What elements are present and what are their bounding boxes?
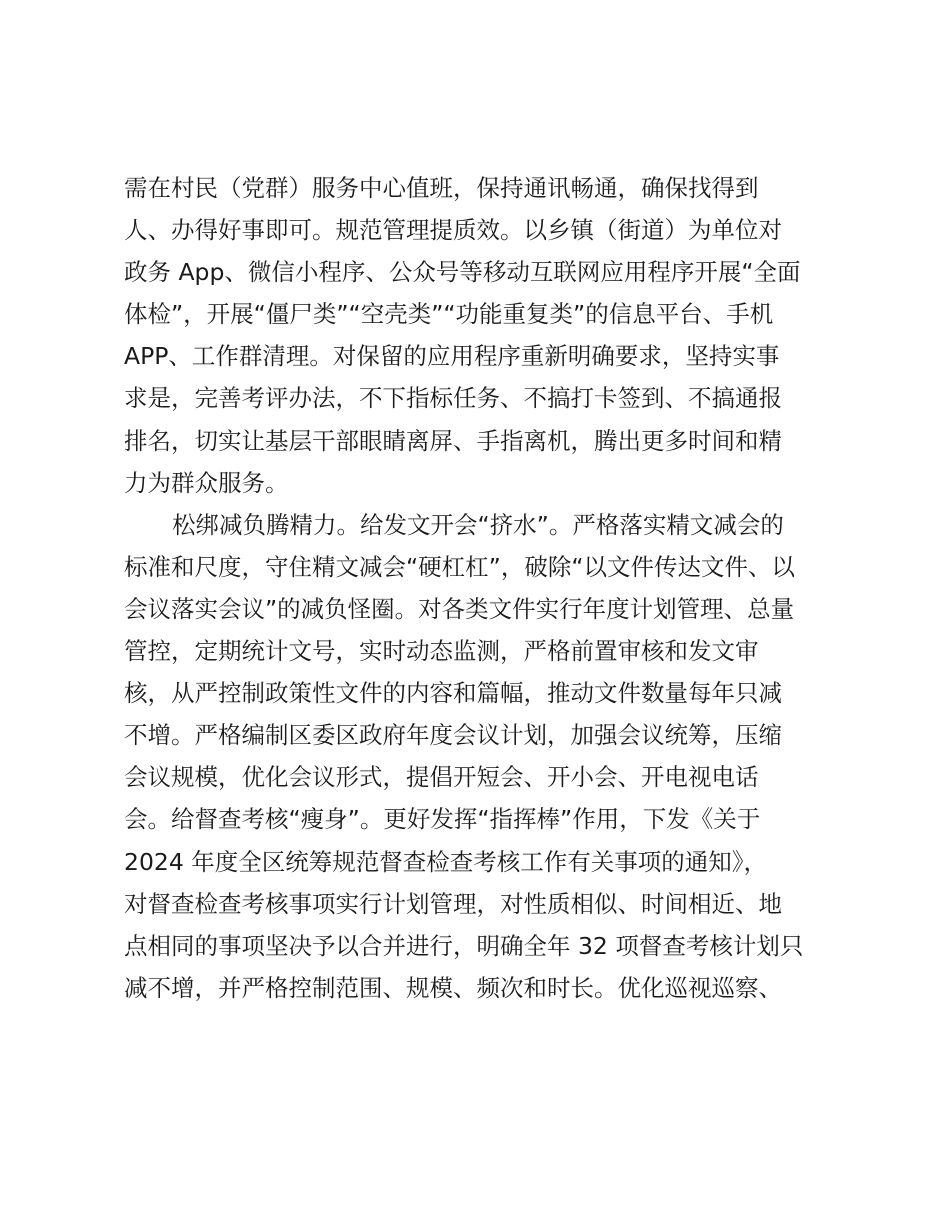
text-line: 政务 App、微信小程序、公众号等移动互联网应用程序开展“全面: [124, 258, 801, 287]
text-line: 求是，完善考评办法，不下指标任务、不搞打卡签到、不搞通报: [124, 384, 782, 413]
text-line: 体检”，开展“僵尸类”“空壳类”“功能重复类”的信息平台、手机: [124, 300, 774, 329]
text-line: 排名，切实让基层干部眼睛离屏、手指离机，腾出更多时间和精: [124, 426, 782, 455]
text-line: 对督查检查考核事项实行计划管理，对性质相似、时间相近、地: [124, 889, 782, 918]
text-line: 不增。严格编制区委区政府年度会议计划，加强会议统筹，压缩: [124, 721, 782, 750]
text-line: 会。给督查考核“瘦身”。更好发挥“指挥棒”作用，下发《关于: [124, 805, 761, 834]
text-line: 核，从严控制政策性文件的内容和篇幅，推动文件数量每年只减: [124, 679, 782, 708]
text-line: 力为群众服务。: [124, 468, 289, 497]
text-line: 需在村民（党群）服务中心值班，保持通讯畅通，确保找得到: [124, 174, 759, 202]
text-line: 2024 年度全区统筹规范督查检查考核工作有关事项的通知》，: [124, 847, 768, 876]
text-line: 人、办得好事即可。规范管理提质效。以乡镇（街道）为单位对: [124, 216, 782, 245]
text-line: 会议规模，优化会议形式，提倡开短会、开小会、开电视电话: [124, 763, 759, 792]
text-line: APP、工作群清理。对保留的应用程序重新明确要求，坚持实事: [124, 342, 780, 371]
body-text: [124, 167, 844, 1009]
paragraph-start-line: 松绑减负腾精力。给发文开会“挤水”。严格落实精文减会的: [172, 510, 784, 539]
text-line: 会议落实会议”的减负怪圈。对各类文件实行年度计划管理、总量: [124, 594, 795, 623]
text-line: 减不增，并严格控制范围、规模、频次和时长。优化巡视巡察、: [124, 973, 782, 1002]
text-line: 管控，定期统计文号，实时动态监测，严格前置审核和发文审: [124, 637, 759, 666]
text-line: 标准和尺度，守住精文减会“硬杠杠”，破除“以文件传达文件、以: [124, 552, 796, 581]
text-line: 点相同的事项坚决予以合并进行，明确全年 32 项督查考核计划只: [124, 931, 804, 960]
